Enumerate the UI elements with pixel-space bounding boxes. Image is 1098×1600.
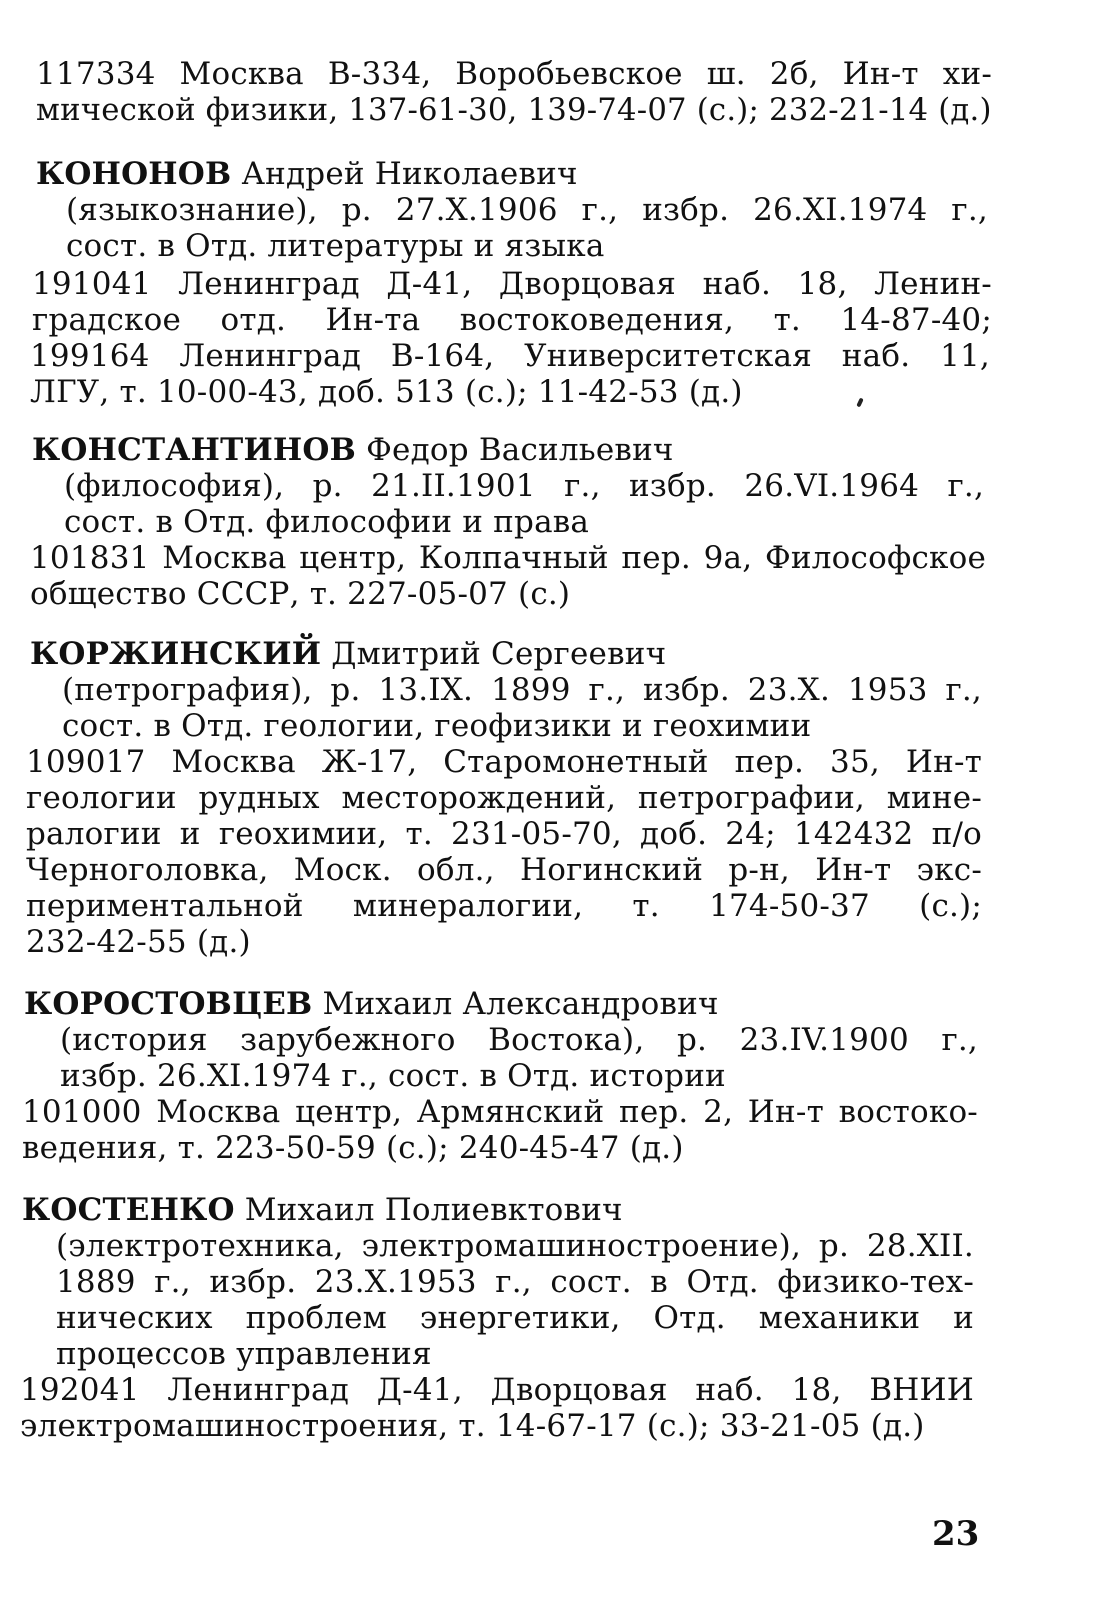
address-line: 232-42-55 (д.) <box>26 924 251 960</box>
entry-surname: КОНСТАНТИНОВ <box>32 432 357 468</box>
address-line: периментальной минералогии, т. 174-50-37 (с.); <box>26 888 982 924</box>
entry-surname: КОРЖИНСКИЙ <box>30 636 322 672</box>
entry-detail-line: процессов управления <box>56 1336 432 1372</box>
entry-detail-line: (философия), р. 21.II.1901 г., избр. 26.VI.1964 г., <box>64 468 984 504</box>
address-line: 101831 Москва центр, Колпачный пер. 9а, Философское <box>30 540 986 576</box>
address-line: 101000 Москва центр, Армянский пер. 2, Ин-т востоко- <box>22 1094 978 1130</box>
entry-detail-line: (петрография), р. 13.IX. 1899 г., избр. 23.X. 1953 г., <box>62 672 982 708</box>
address-line: ЛГУ, т. 10-00-43, доб. 513 (с.); 11-42-53 (д.) <box>30 374 743 410</box>
address-line: ведения, т. 223-50-59 (с.); 240-45-47 (д.) <box>22 1130 684 1166</box>
entry-given-names: Андрей Николаевич <box>231 156 578 192</box>
address-line: общество СССР, т. 227-05-07 (с.) <box>30 576 571 612</box>
address-line: мической физики, 137-61-30, 139-74-07 (с.); 232-21-14 (д.) <box>36 92 992 128</box>
entry-detail-line: сост. в Отд. геологии, геофизики и геохимии <box>62 708 812 744</box>
entry-detail-line: сост. в Отд. литературы и языка <box>66 228 605 264</box>
address-line: 117334 Москва В-334, Воробьевское ш. 2б, Ин-т хи- <box>36 56 992 92</box>
entry-surname: КОСТЕНКО <box>22 1192 235 1228</box>
address-line: 192041 Ленинград Д-41, Дворцовая наб. 18, ВНИИ <box>20 1372 974 1408</box>
address-line: 109017 Москва Ж-17, Старомонетный пер. 35, Ин-т <box>26 744 982 780</box>
entry-surname: КОРОСТОВЦЕВ <box>24 986 313 1022</box>
address-line: геологии рудных месторождений, петрографии, мине- <box>26 780 982 816</box>
address-line: 191041 Ленинград Д-41, Дворцовая наб. 18, Ленин- <box>32 266 992 302</box>
ink-mark <box>856 398 863 408</box>
entry-detail-line: (электротехника, электромашиностроение), р. 28.XII. <box>56 1228 974 1264</box>
page-number: 23 <box>932 1514 980 1554</box>
entry-heading <box>30 636 666 672</box>
entry-given-names: Федор Васильевич <box>356 432 674 468</box>
entry-detail-line: избр. 26.XI.1974 г., сост. в Отд. истории <box>60 1058 726 1094</box>
entry-heading <box>32 432 674 468</box>
entry-given-names: Дмитрий Сергеевич <box>321 636 667 672</box>
entry-given-names: Михаил Полиевктович <box>234 1192 623 1228</box>
entry-detail-line: (история зарубежного Востока), р. 23.IV.1900 г., <box>60 1022 978 1058</box>
address-line: градское отд. Ин-та востоковедения, т. 14-87-40; <box>32 302 992 338</box>
entry-given-names: Михаил Александрович <box>312 986 719 1022</box>
entry-detail-line: 1889 г., избр. 23.X.1953 г., сост. в Отд. физико-тех- <box>56 1264 974 1300</box>
address-line: Черноголовка, Моск. обл., Ногинский р-н, Ин-т экс- <box>26 852 982 888</box>
entry-heading <box>24 986 719 1022</box>
entry-detail-line: нических проблем энергетики, Отд. механики и <box>56 1300 974 1336</box>
entry-heading <box>36 156 578 192</box>
entry-detail-line: (языкознание), р. 27.X.1906 г., избр. 26.XI.1974 г., <box>66 192 988 228</box>
entry-detail-line: сост. в Отд. философии и права <box>64 504 590 540</box>
address-line: электромашиностроения, т. 14-67-17 (с.); 33-21-05 (д.) <box>20 1408 925 1444</box>
entry-surname: КОНОНОВ <box>36 156 232 192</box>
address-line: ралогии и геохимии, т. 231-05-70, доб. 24; 142432 п/о <box>26 816 982 852</box>
address-line: 199164 Ленинград В-164, Университетская наб. 11, <box>30 338 990 374</box>
entry-heading <box>22 1192 623 1228</box>
